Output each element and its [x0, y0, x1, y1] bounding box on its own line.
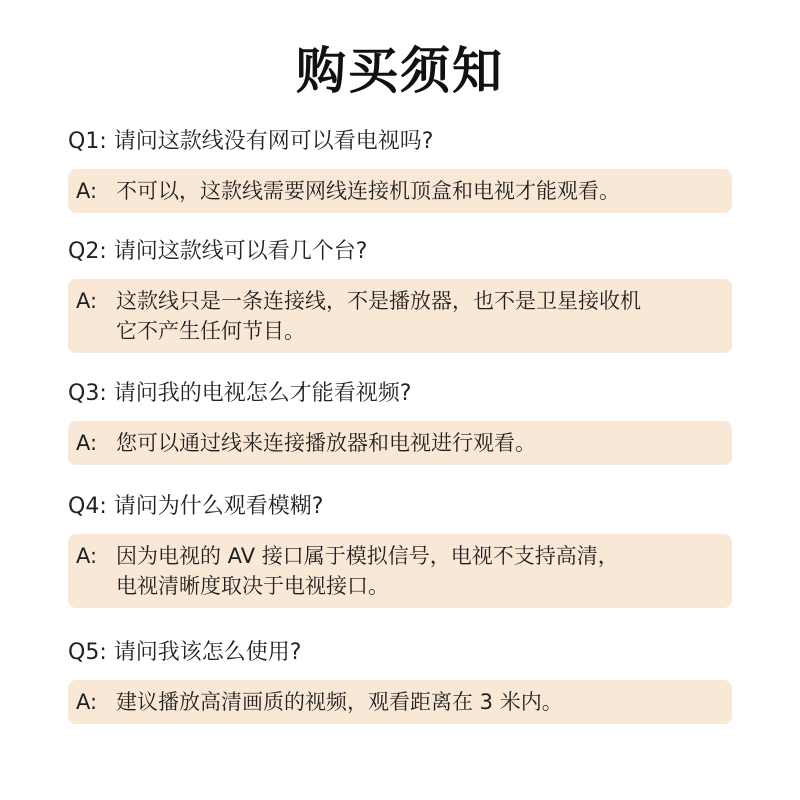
- answer-line: 建议播放高清画质的视频，观看距离在 3 米内。: [116, 690, 563, 714]
- page-title: 购买须知: [296, 42, 504, 100]
- faq-answer: [68, 279, 732, 353]
- answer-line: 您可以通过线来连接播放器和电视进行观看。: [116, 431, 536, 455]
- answer-line: 因为电视的 AV 接口属于模拟信号，电视不支持高清，: [116, 544, 619, 568]
- answer-prefix: A:: [76, 431, 98, 455]
- answer-prefix: A:: [76, 179, 98, 203]
- answer-prefix: A:: [76, 289, 98, 313]
- faq-answer: [68, 421, 732, 465]
- faq-item-3: [68, 378, 732, 465]
- answer-line: 这款线只是一条连接线，不是播放器，也不是卫星接收机: [116, 289, 641, 313]
- faq-item-2: [68, 236, 732, 353]
- faq-question: Q2: 请问这款线可以看几个台?: [68, 239, 368, 264]
- faq-question: Q4: 请问为什么观看模糊?: [68, 494, 324, 519]
- answer-line: 它不产生任何节目。: [116, 319, 305, 343]
- faq-answer: [68, 534, 732, 608]
- faq-item-5: [68, 637, 732, 724]
- faq-answer: [68, 680, 732, 724]
- answer-prefix: A:: [76, 544, 98, 568]
- faq-question: Q1: 请问这款线没有网可以看电视吗?: [68, 129, 434, 154]
- answer-line: 电视清晰度取决于电视接口。: [116, 574, 389, 598]
- faq-item-4: [68, 491, 732, 608]
- answer-line: 不可以，这款线需要网线连接机顶盒和电视才能观看。: [116, 179, 620, 203]
- answer-prefix: A:: [76, 690, 98, 714]
- faq-question: Q5: 请问我该怎么使用?: [68, 640, 302, 665]
- faq-item-1: [68, 126, 732, 213]
- faq-answer: [68, 169, 732, 213]
- faq-question: Q3: 请问我的电视怎么才能看视频?: [68, 381, 412, 406]
